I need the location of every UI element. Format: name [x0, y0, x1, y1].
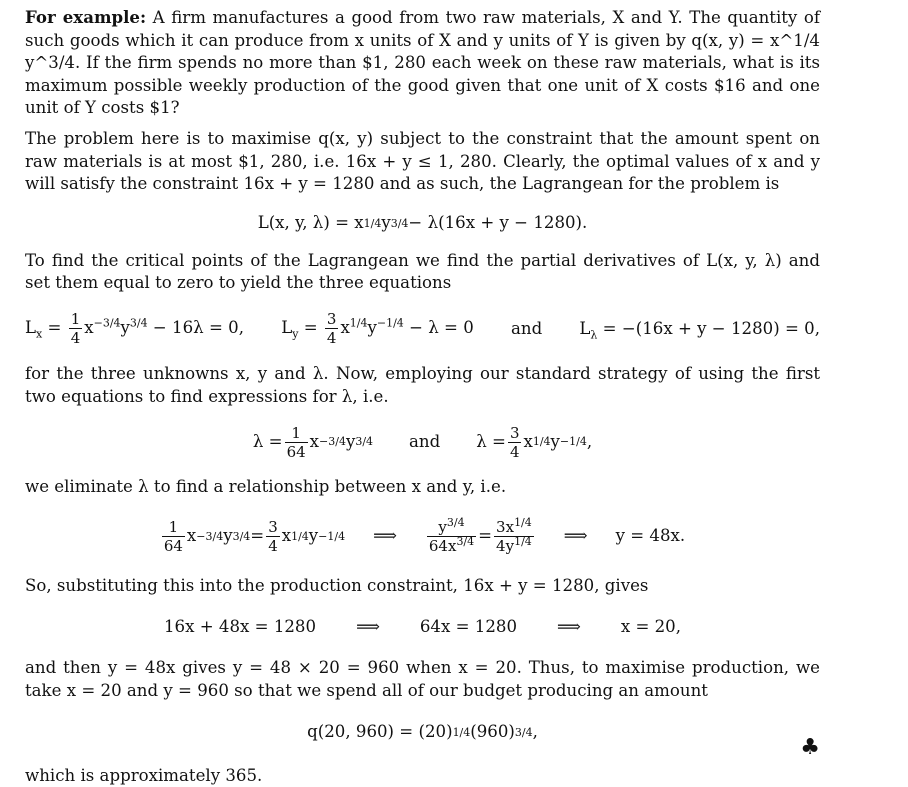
equation-substitution: 16x + 48x = 1280 ⟹ 64x = 1280 ⟹ x = 20, — [163, 617, 682, 637]
example-lead: For example: — [25, 7, 147, 27]
paragraph-critical-points: To find the critical points of the Lagrangean we find the partial derivatives of L(x, y, λ) and set them equal to zero to yield the three equations — [25, 250, 820, 293]
paragraph-approx: which is approximately 365. — [25, 765, 263, 785]
equation-relation: $\frac{1}{64}$ x −3/4 y 3/4 = $\frac{3}{4}$ x 1/4 y −1/4 ⟹ $\frac{y^{3/4}}{64x^{3/4}}$ = $\frac{3x^{1/4}}{4y^{1/4}}$ ⟹ y = 48x. — [163, 516, 686, 556]
paragraph-strategy: for the three unknowns x, y and λ. Now, employing our standard strategy of using the first two equations to find expressions for λ, i.e. — [25, 363, 820, 406]
end-of-example-club-icon: ♣ — [800, 735, 820, 760]
paragraph-substitute: So, substituting this into the production constraint, 16x + y = 1280, gives — [25, 575, 649, 595]
partial-x: $L_x$ = $\frac{1}{4}$ $x^{-3/4}y^{3/4} - 16\lambda = 0$, — [25, 310, 244, 348]
equation-partials — [25, 295, 820, 363]
partial-and: and — [510, 318, 543, 338]
equation-final: q(20, 960) = (20) 1/4 (960) 3/4 , — [307, 722, 538, 742]
equation-lambda: λ = $\frac{1}{64}$ x −3/4 y 3/4 and λ = $\frac{3}{4}$ x 1/4 y −1/4 , — [252, 423, 593, 461]
paragraph-setup: The problem here is to maximise q(x, y) subject to the constraint that the amount spent on raw materials is at most $1, 280, i.e. 16x + y ≤ 1, 280. Clearly, the optimal values of x and y will satisfy the constraint 16x + y = 1280 and as such, the Lagrangean for the problem is — [25, 128, 820, 194]
equation-lagrangean: L(x, y, λ) = x 1/4 y 3/4 − λ(16x + y − 1280). — [257, 213, 588, 233]
paragraph-problem — [25, 6, 820, 120]
partial-lambda: $L_\lambda = -(16x + y - 1280) = 0$, — [579, 318, 820, 341]
document-page — [25, 6, 820, 787]
paragraph-eliminate: we eliminate λ to find a relationship between x and y, i.e. — [25, 477, 507, 497]
partial-y: $L_y$ = $\frac{3}{4}$ $x^{1/4}y^{-1/4} - \lambda = 0$ — [281, 310, 474, 348]
paragraph-conclusion: and then y = 48x gives y = 48 × 20 = 960 when x = 20. Thus, to maximise production, we take x = 20 and y = 960 so that we spend all of our budget producing an amount — [25, 658, 820, 700]
problem-text: A firm manufactures a good from two raw materials, X and Y. The quantity of such goods which it can produce from x units of X and y units of Y is given by q(x, y) = x^1/4 y^3/4. If the firm spends no more than $1, 280 each week on these raw materials, what is its maximum possible weekly production of the good given that one unit of X costs $16 and one unit of Y costs $1? — [25, 8, 820, 118]
